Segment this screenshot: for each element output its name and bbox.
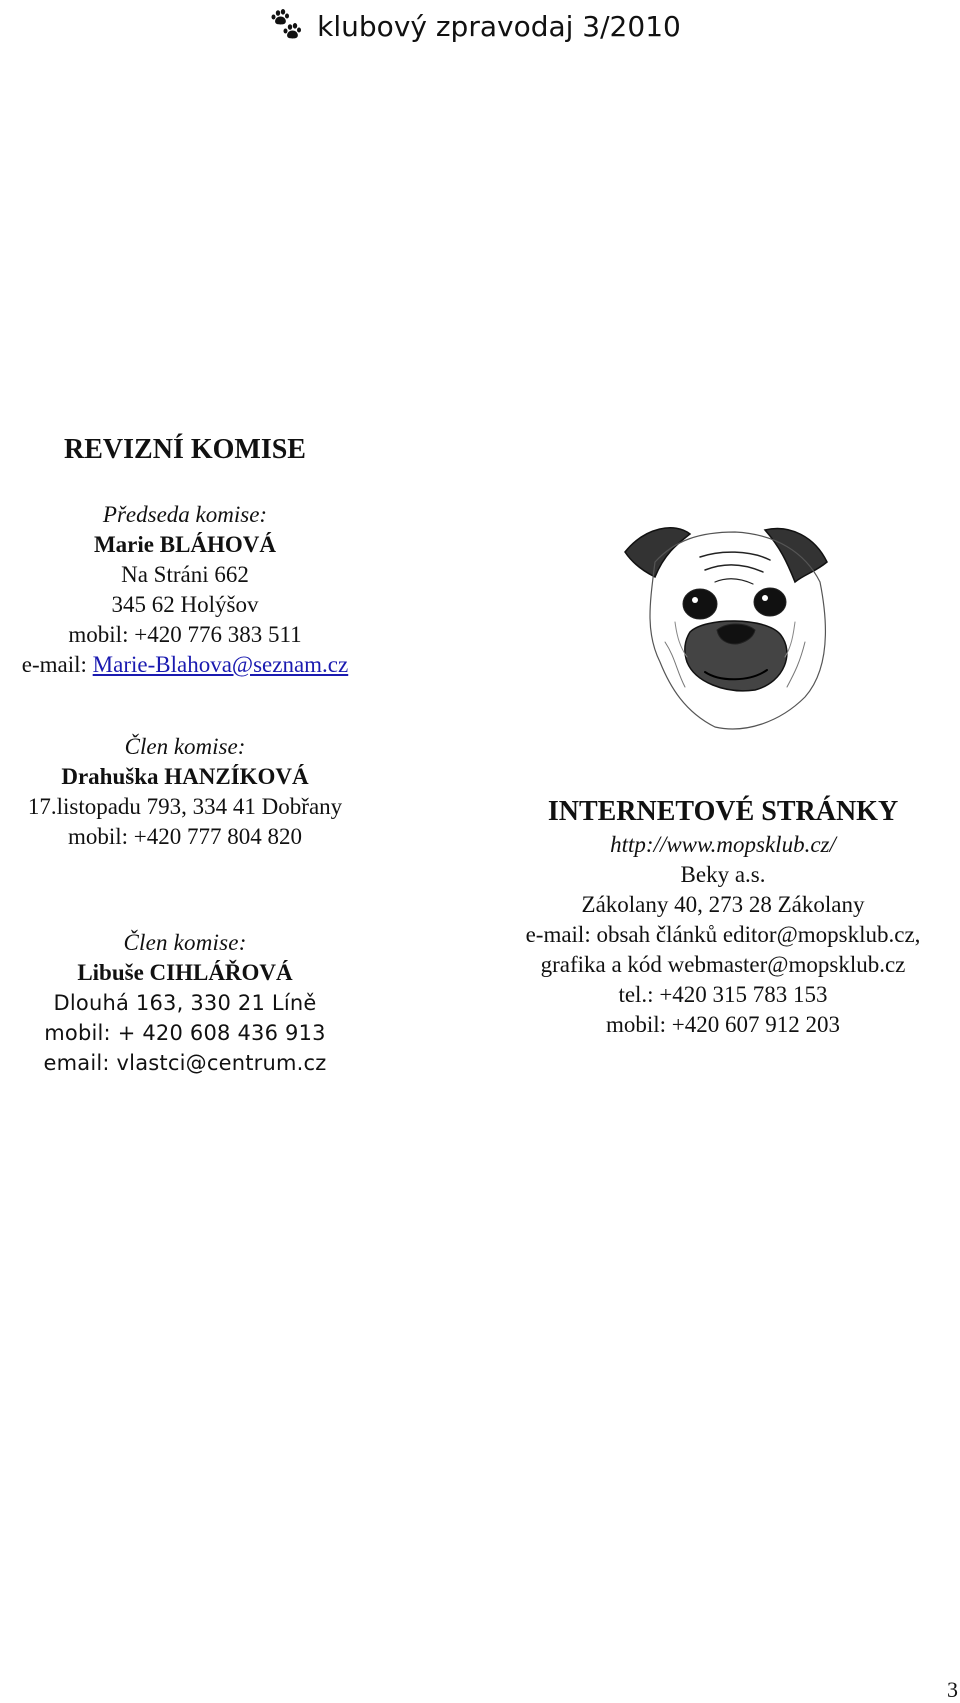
member2-address: Dlouhá 163, 330 21 Líně — [53, 991, 317, 1015]
internet-tel: tel.: +420 315 783 153 — [618, 982, 828, 1007]
pug-illustration — [605, 522, 855, 737]
chair-email-link[interactable]: Marie-Blahova@seznam.cz — [92, 652, 349, 677]
member1-mobile: mobil: +420 777 804 820 — [67, 824, 303, 849]
member2-contact — [0, 928, 380, 1078]
member1-role: Člen komise: — [124, 734, 246, 759]
page-number: 3 — [947, 1677, 958, 1702]
internet-mobile: mobil: +420 607 912 203 — [605, 1012, 841, 1037]
member1-name: Drahuška HANZÍKOVÁ — [61, 764, 309, 789]
internet-heading: INTERNETOVÉ STRÁNKY — [547, 796, 899, 827]
internet-email-graphics: grafika a kód webmaster@mopsklub.cz — [540, 952, 906, 977]
member2-email: email: vlastci@centrum.cz — [43, 1051, 327, 1075]
internet-email-content: e-mail: obsah článků editor@mopsklub.cz, — [525, 922, 921, 947]
page-title: klubový zpravodaj 3/2010 — [317, 9, 681, 43]
chair-role: Předseda komise: — [102, 502, 268, 527]
chair-email-label: e-mail: — [21, 652, 93, 677]
member1-address: 17.listopadu 793, 334 41 Dobřany — [27, 794, 343, 819]
member2-name: Libuše CIHLÁŘOVÁ — [77, 960, 293, 985]
page-header — [0, 4, 960, 48]
internet-company: Beky a.s. — [680, 862, 766, 887]
internet-section — [488, 794, 958, 1040]
chair-contact — [0, 500, 380, 680]
chair-mobile: mobil: +420 776 383 511 — [68, 622, 302, 647]
member1-contact — [0, 732, 380, 852]
internet-url[interactable]: http://www.mopsklub.cz/ — [610, 832, 836, 857]
internet-address: Zákolany 40, 273 28 Zákolany — [581, 892, 865, 917]
member2-role: Člen komise: — [123, 930, 247, 955]
chair-address-street: Na Stráni 662 — [121, 562, 249, 587]
chair-name: Marie BLÁHOVÁ — [93, 532, 277, 557]
chair-email-line — [0, 650, 380, 680]
revizni-komise-heading: REVIZNÍ KOMISE — [64, 434, 306, 465]
paw-prints-icon — [269, 9, 303, 43]
revizni-komise-heading-block — [0, 432, 380, 468]
chair-address-city: 345 62 Holýšov — [111, 592, 259, 617]
member2-mobile: mobil: + 420 608 436 913 — [44, 1021, 326, 1045]
